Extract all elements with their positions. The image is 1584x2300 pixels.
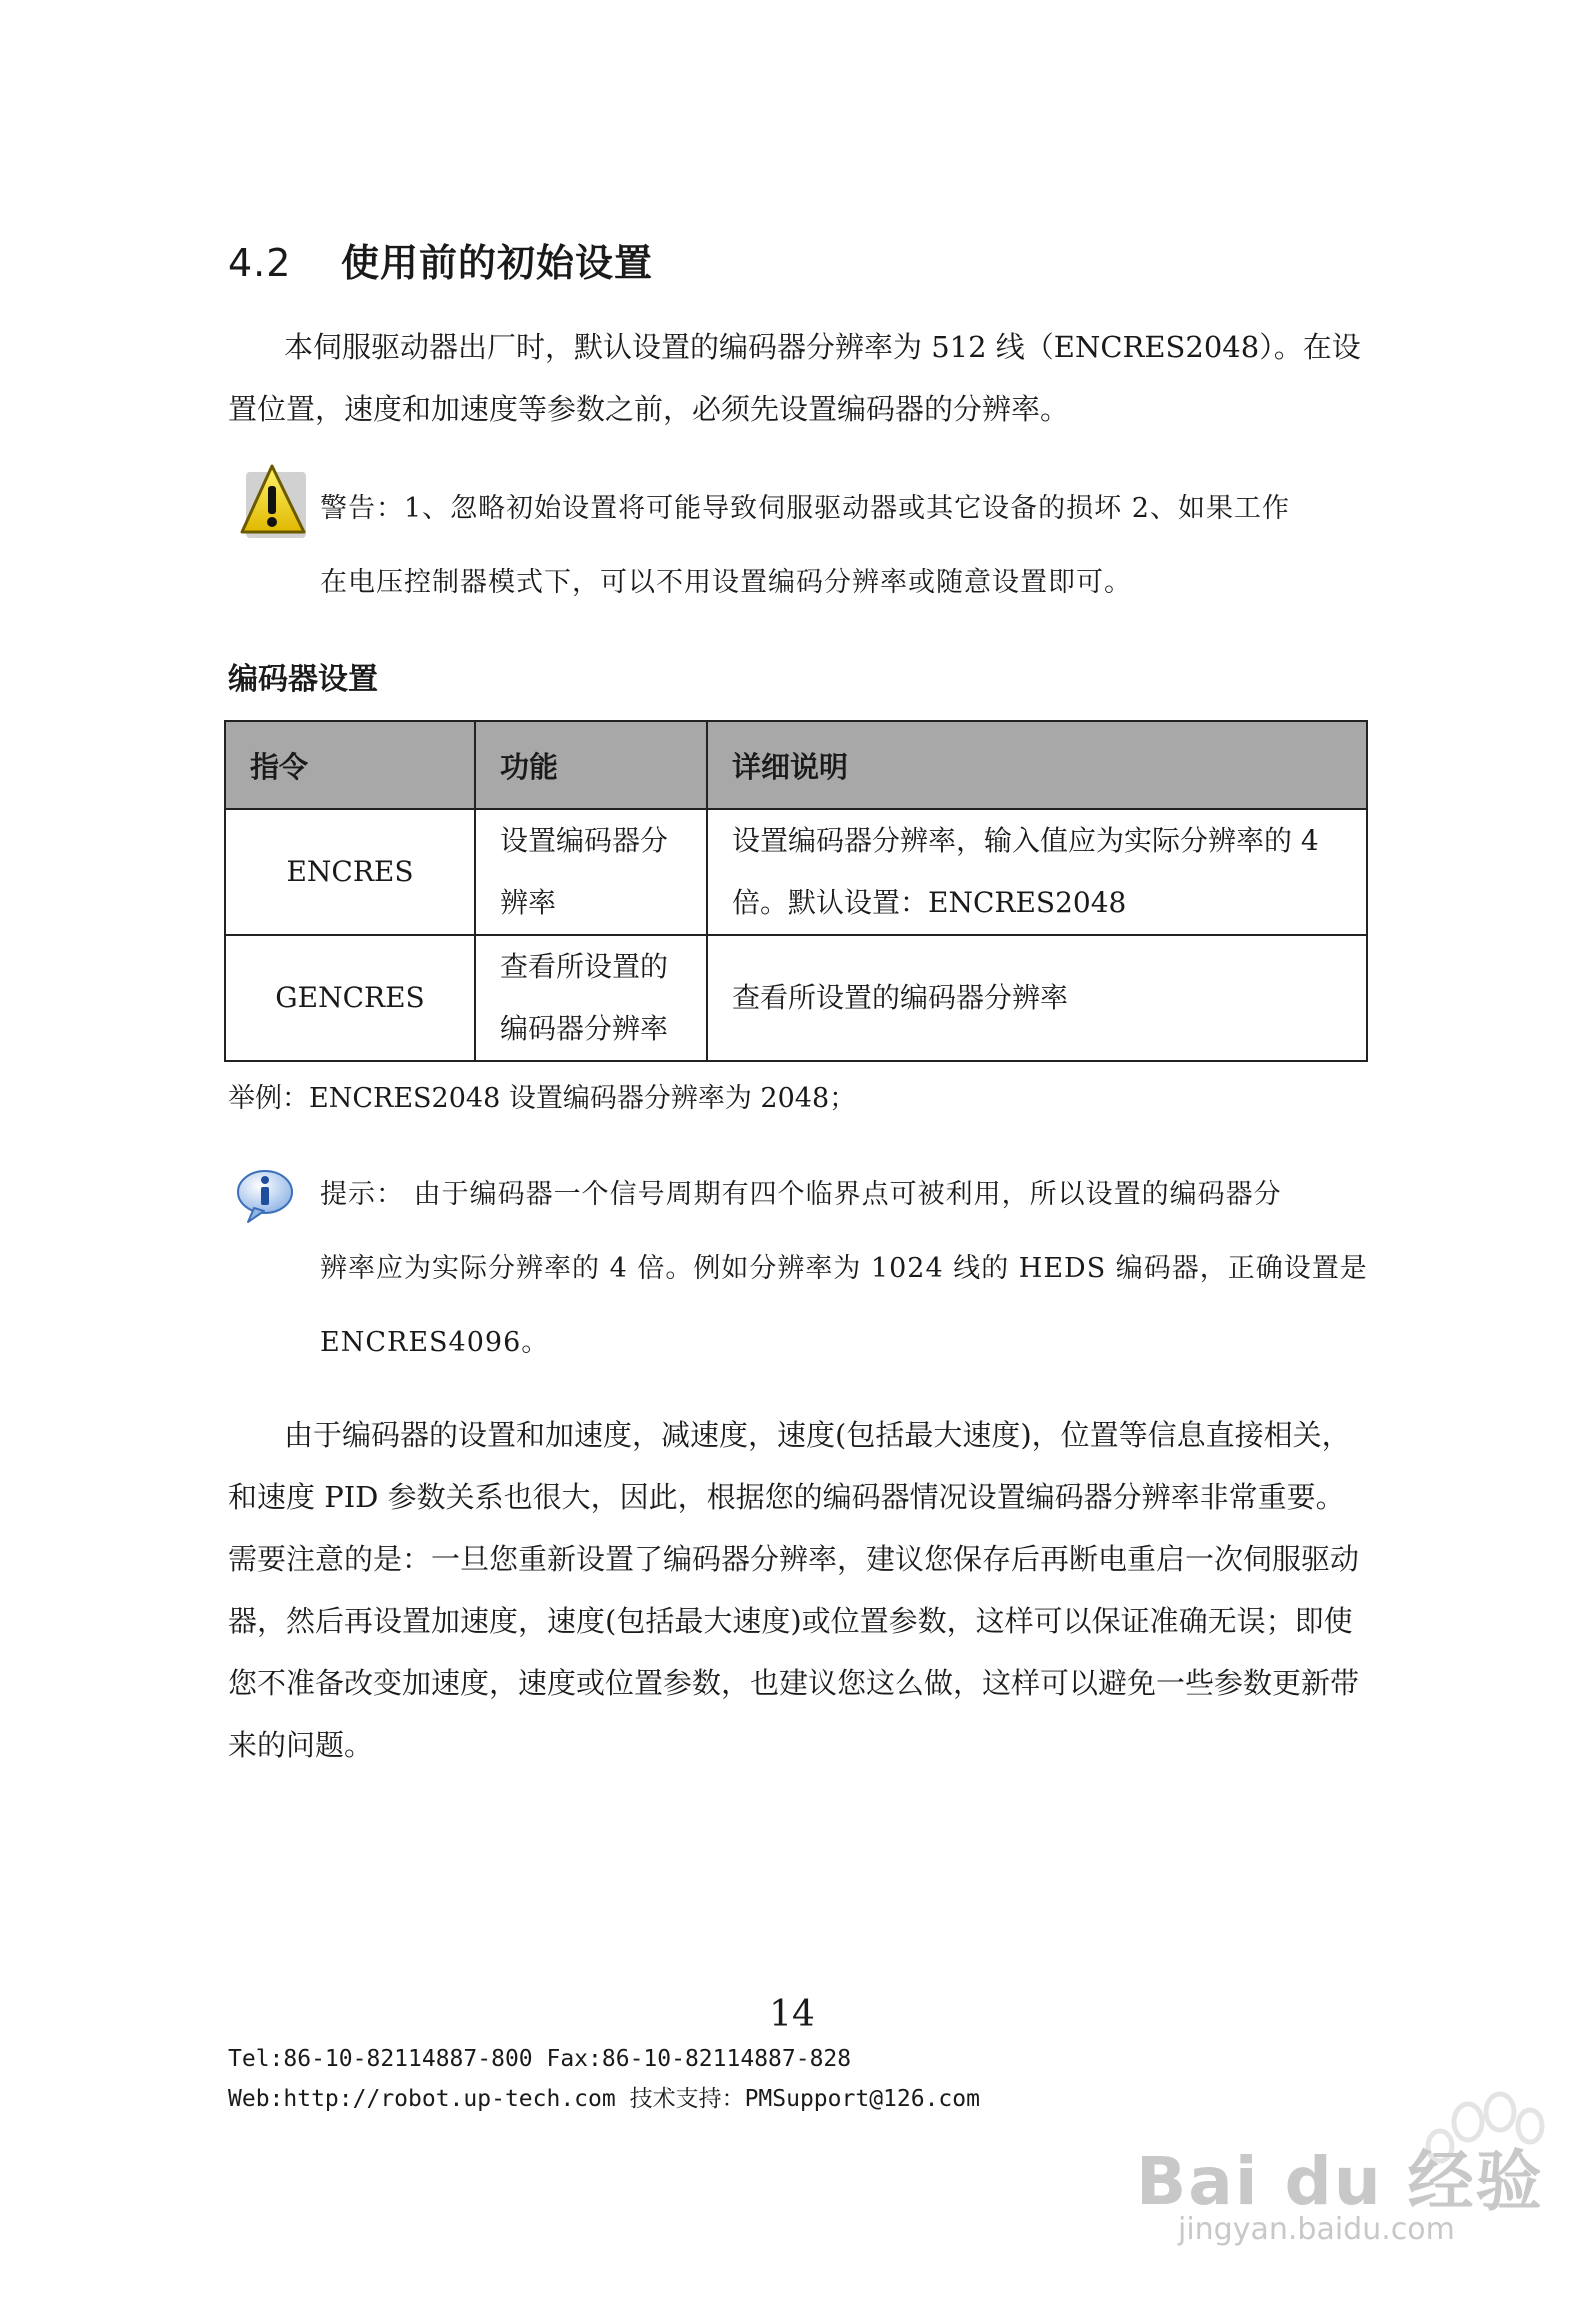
header-command: 指令 xyxy=(225,721,475,809)
cell-function: 设置编码器分辨率 xyxy=(475,809,707,935)
warning-text xyxy=(320,472,1370,620)
header-detail: 详细说明 xyxy=(707,721,1367,809)
warning-line-1: 警告：1、忽略初始设置将可能导致伺服驱动器或其它设备的损坏 2、如果工作 xyxy=(320,493,1290,524)
table-row xyxy=(225,935,1367,1061)
warning-line-2: 在电压控制器模式下，可以不用设置编码分辨率或随意设置即可。 xyxy=(320,567,1132,598)
tip-line-2: 辨率应为实际分辨率的 4 倍。例如分辨率为 1024 线的 HEDS 编码器，正确设置是 xyxy=(320,1253,1368,1284)
cell-command: GENCRES xyxy=(225,935,475,1061)
footer-web: Web:http://robot.up-tech.com 技术支持：PMSupport@126.com xyxy=(228,2086,980,2112)
tip-text xyxy=(320,1158,1370,1380)
encoder-settings-heading: 编码器设置 xyxy=(228,662,378,697)
section-title: 使用前的初始设置 xyxy=(341,241,654,285)
table-header-row xyxy=(225,721,1367,809)
section-heading xyxy=(228,232,653,287)
tip-line-1: 提示： 由于编码器一个信号周期有四个临界点可被利用，所以设置的编码器分 xyxy=(320,1179,1282,1210)
tip-line-3: ENCRES4096。 xyxy=(320,1327,550,1358)
watermark-url: jingyan.baidu.com xyxy=(1178,2212,1455,2247)
cell-detail: 查看所设置的编码器分辨率 xyxy=(707,935,1367,1061)
cell-function: 查看所设置的编码器分辨率 xyxy=(475,935,707,1061)
section-number: 4.2 xyxy=(228,241,292,285)
cell-detail: 设置编码器分辨率，输入值应为实际分辨率的 4 倍。默认设置：ENCRES2048 xyxy=(707,809,1367,935)
warning-triangle-icon xyxy=(238,462,310,542)
closing-paragraph: 由于编码器的设置和加速度，减速度，速度(包括最大速度)，位置等信息直接相关，和速度 PID 参数关系也很大，因此，根据您的编码器情况设置编码器分辨率非常重要。需要注意的是：一旦您重新设置了编码器分辨率，建议您保存后再断电重启一次伺服驱动器，然后再设置加速度，速度(包括最大速度)或位置参数，这样可以保证准确无误；即使您不准备改变加速度，速度或位置参数，也建议您这么做，这样可以避免一些参数更新带来的问题。 xyxy=(228,1418,1360,1762)
table-row xyxy=(225,809,1367,935)
cell-command: ENCRES xyxy=(225,809,475,935)
encoder-settings-table xyxy=(224,720,1368,1062)
header-function: 功能 xyxy=(475,721,707,809)
info-icon xyxy=(234,1168,296,1224)
intro-paragraph: 本伺服驱动器出厂时，默认设置的编码器分辨率为 512 线（ENCRES2048）。在设置位置，速度和加速度等参数之前，必须先设置编码器的分辨率。 xyxy=(228,330,1361,426)
page-number: 14 xyxy=(769,1994,815,2035)
watermark-brand: Bai du 经验 xyxy=(1136,2143,1544,2220)
footer-contact: Tel:86-10-82114887-800 Fax:86-10-82114887-828 xyxy=(228,2046,852,2072)
example-text: 举例：ENCRES2048 设置编码器分辨率为 2048； xyxy=(228,1083,857,1114)
